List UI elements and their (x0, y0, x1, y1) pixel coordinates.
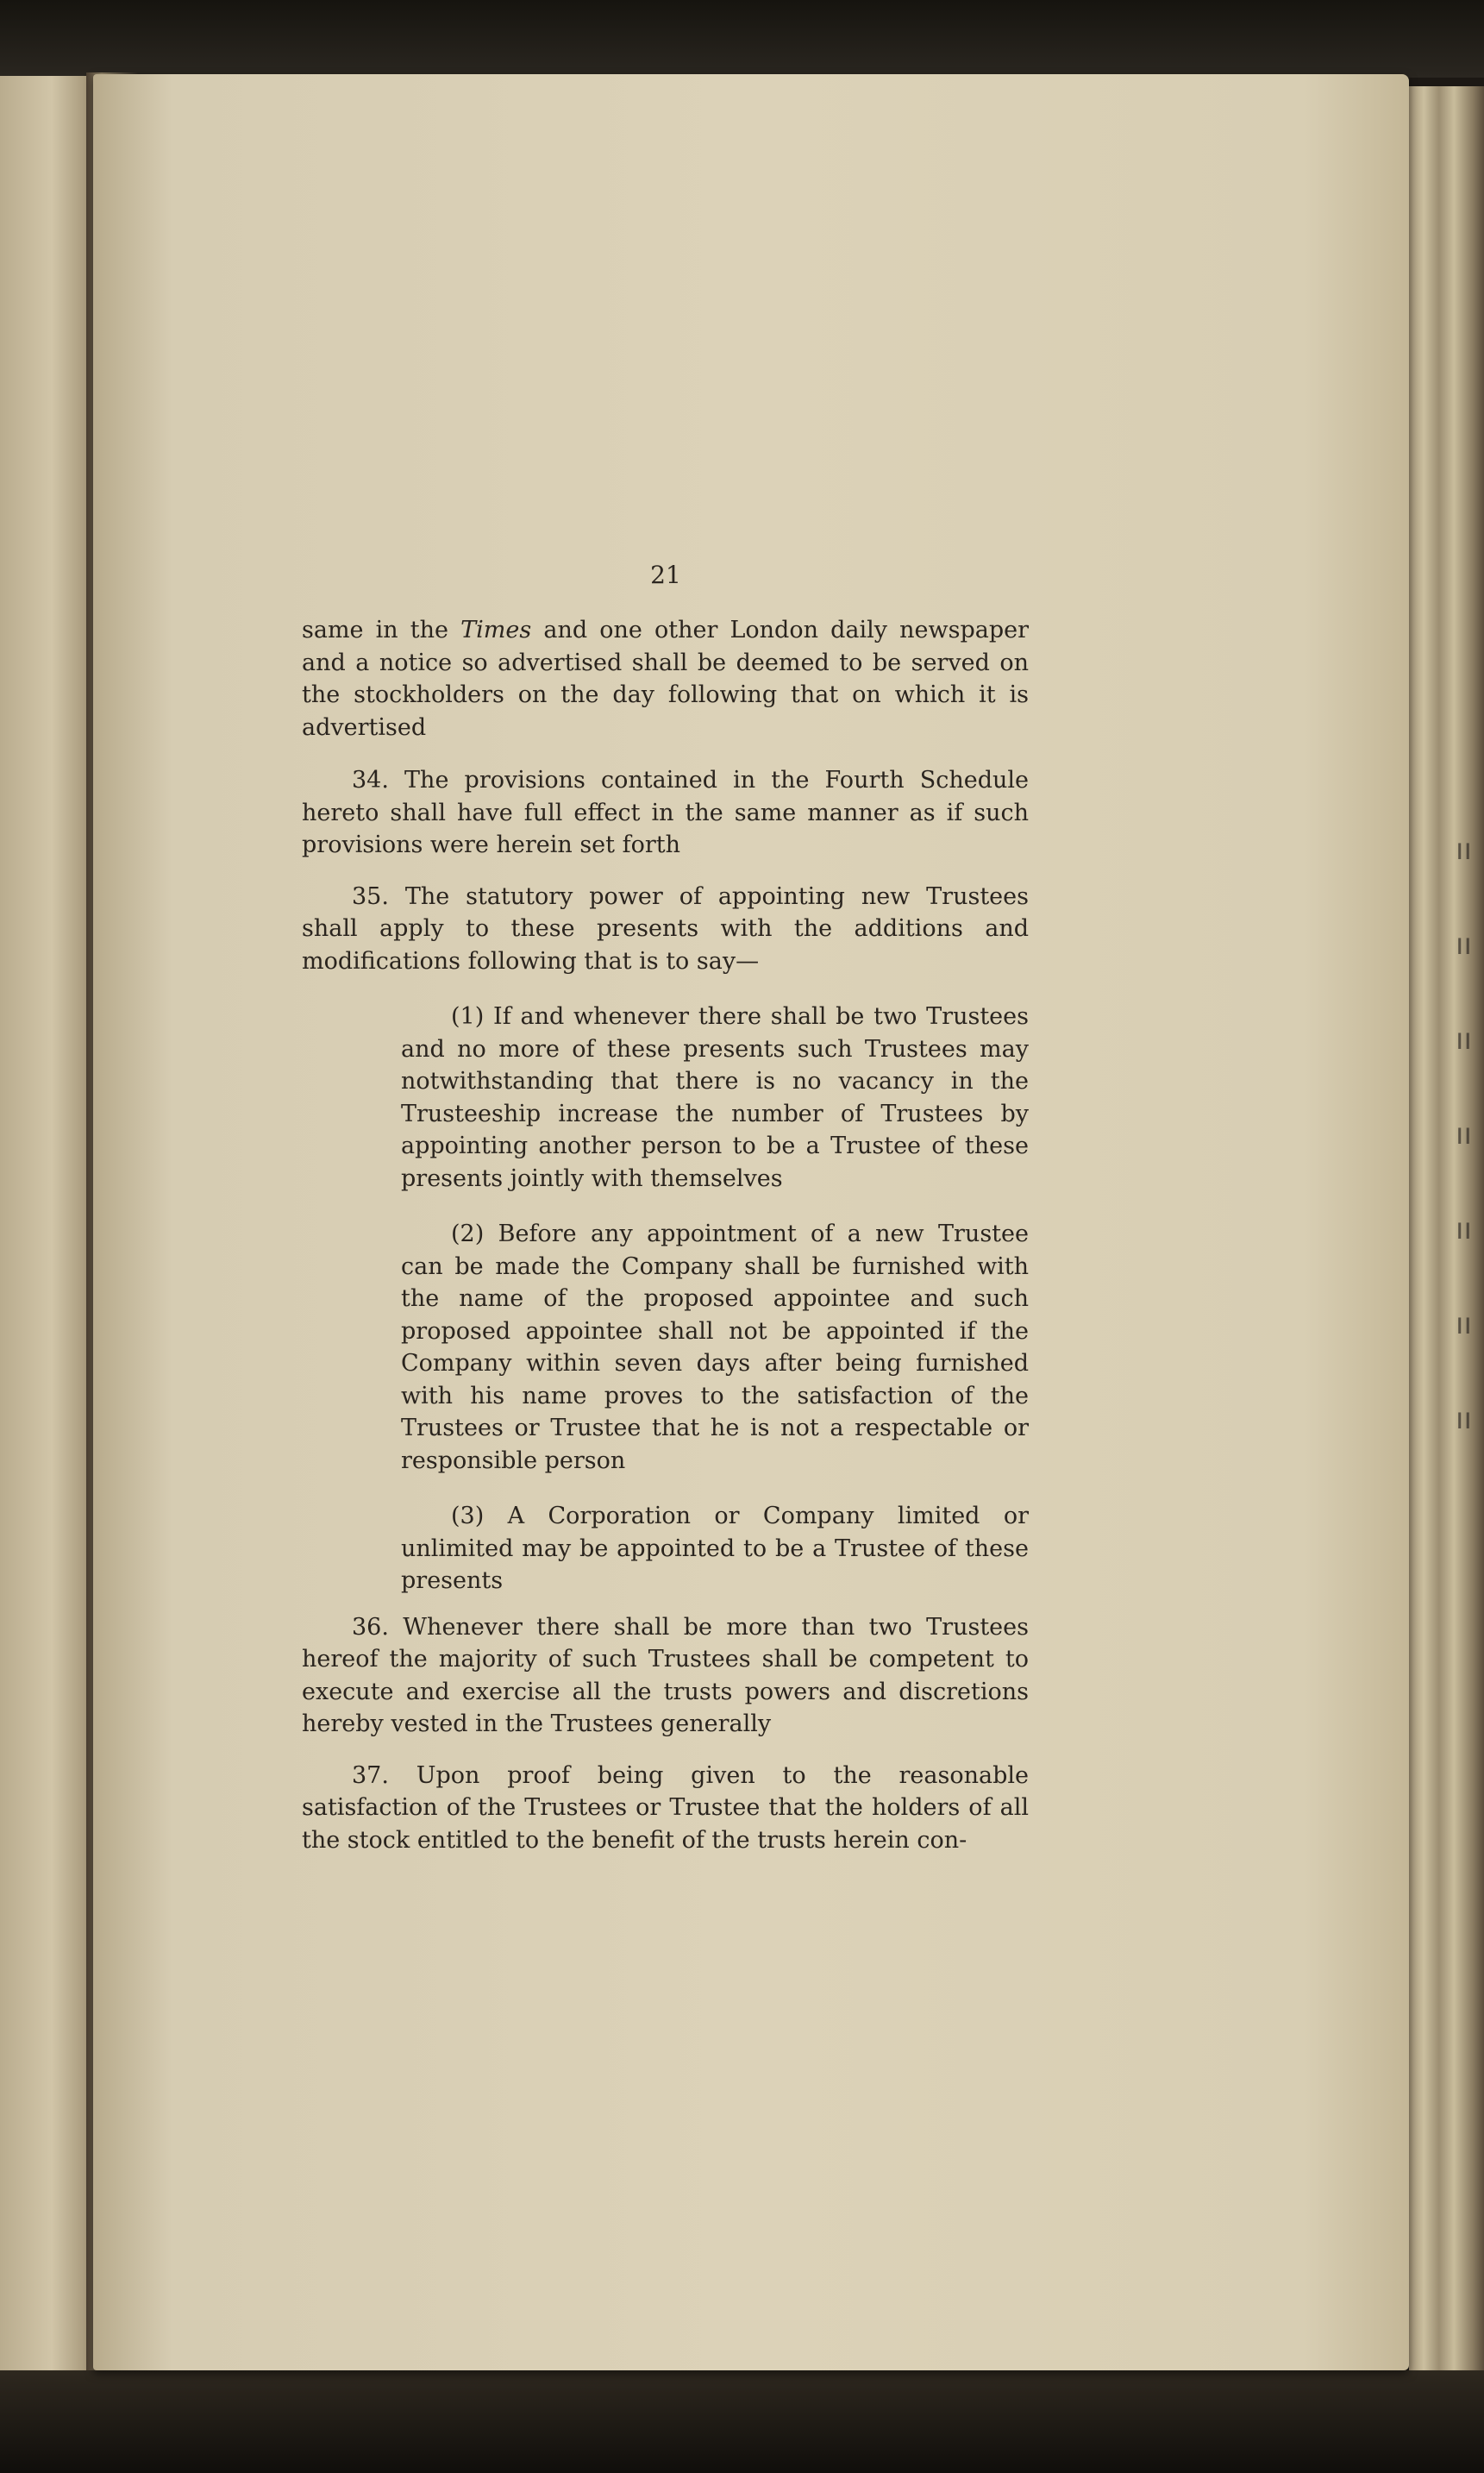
intro-text-start: same in the (302, 617, 461, 643)
handwritten-margin-marks: ıı ıı ıı ıı ıı ıı ıı (1456, 832, 1472, 1436)
scan-top-background (0, 0, 1484, 78)
subclause-1: (1) If and whenever there shall be two Trustees and no more of these presents such Trustees may notwithstanding that there is no vacancy in the Trusteeship increase the number of Trustees by appointing another person to be a Trustee of these presents jointly with themselves (401, 1003, 1029, 1192)
intro-text-end: and one other London daily newspaper and a notice so advertised shall be deemed to be served on the stockholders on the day following that on which it is advertised (302, 617, 1030, 741)
subclause-2: (2) Before any appointment of a new Trustee can be made the Company shall be furnished with the name of the proposed appointee and such proposed appointee shall not be appointed if the Company within seven days after being furnished with his name proves to the satisfaction of the Trustees or Trustee that he is not a respectable or responsible person (401, 1221, 1029, 1474)
document-body (302, 614, 1029, 1875)
newspaper-title: Times (460, 617, 532, 643)
paragraph-continuation (302, 614, 1029, 744)
scan-bottom-background (0, 2370, 1484, 2473)
subclause-3: (3) A Corporation or Company limited or unlimited may be appointed to be a Trustee of these presents (401, 1503, 1029, 1594)
facing-left-page (0, 76, 89, 2370)
page-number: 21 (650, 561, 681, 589)
paragraph-36: 36. Whenever there shall be more than two Trustees hereof the majority of such Trustees shall be competent to execute and exercise all the trusts powers and discretions hereby vested in the Trustees generally (302, 1613, 1029, 1737)
paragraph-37: 37. Upon proof being given to the reasonable satisfaction of the Trustees or Trustee that the holders of all the stock entitled to the benefit of the trusts herein con- (302, 1761, 1029, 1854)
paragraph-35: 35. The statutory power of appointing new Trustees shall apply to these presents with the additions and modifications following that is to say— (302, 882, 1029, 975)
paragraph-34: 34. The provisions contained in the Fourth Schedule hereto shall have full effect in the same manner as if such provisions were herein set forth (302, 767, 1029, 858)
